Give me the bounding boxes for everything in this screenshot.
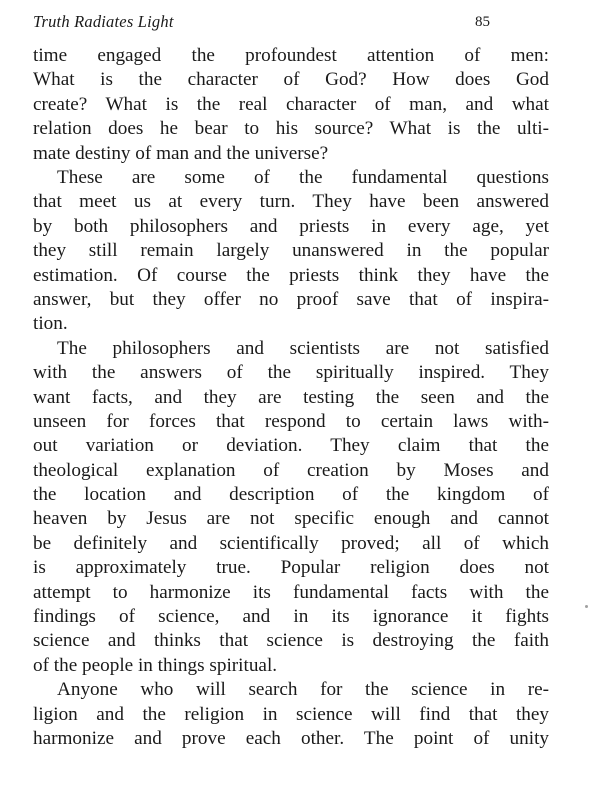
print-speck [585,605,588,608]
running-head [33,10,563,40]
book-page [33,10,563,751]
text-line: science and thinks that science is destroying the faith [33,630,549,652]
text-line: of the people in things spiritual. [33,654,278,676]
text-line: findings of science, and in its ignorance it fights [33,606,549,628]
page-number: 85 [475,14,490,30]
text-line: be definitely and scientifically proved; all of which [33,532,549,554]
text-line: is approximately true. Popular religion does not [33,557,549,579]
text-line: attempt to harmonize its fundamental facts with the [33,581,549,603]
text-line: out variation or deviation. They claim that the [33,435,549,457]
text-line: answer, but they offer no proof save that of inspira- [33,288,549,310]
text-line: the location and description of the kingdom of [33,484,549,506]
text-line: with the answers of the spiritually inspired. They [33,362,549,384]
body-text [33,44,549,751]
text-line: by both philosophers and priests in every age, yet [33,215,549,237]
text-line: theological explanation of creation by Moses and [33,459,549,481]
running-title: Truth Radiates Light [33,12,174,31]
text-line: harmonize and prove each other. The point of unity [33,727,549,749]
text-line: heaven by Jesus are not specific enough and cannot [33,508,549,530]
text-line: want facts, and they are testing the seen and the [33,386,549,408]
text-line: mate destiny of man and the universe? [33,142,329,164]
text-line: relation does he bear to his source? What is the ulti- [33,118,549,140]
text-line: they still remain largely unanswered in the popular [33,240,549,262]
text-line: that meet us at every turn. They have been answered [33,191,549,213]
text-line: Anyone who will search for the science in re- [57,679,549,701]
text-line: create? What is the real character of man, and what [33,93,549,115]
text-line: estimation. Of course the priests think they have the [33,264,549,286]
text-line: unseen for forces that respond to certain laws with- [33,410,549,432]
text-line: These are some of the fundamental questions [57,166,549,188]
text-line: The philosophers and scientists are not satisfied [57,337,549,359]
text-line: ligion and the religion in science will find that they [33,703,549,725]
text-line: What is the character of God? How does God [33,69,549,91]
text-line: tion. [33,313,68,335]
text-line: time engaged the profoundest attention of men: [33,45,549,66]
